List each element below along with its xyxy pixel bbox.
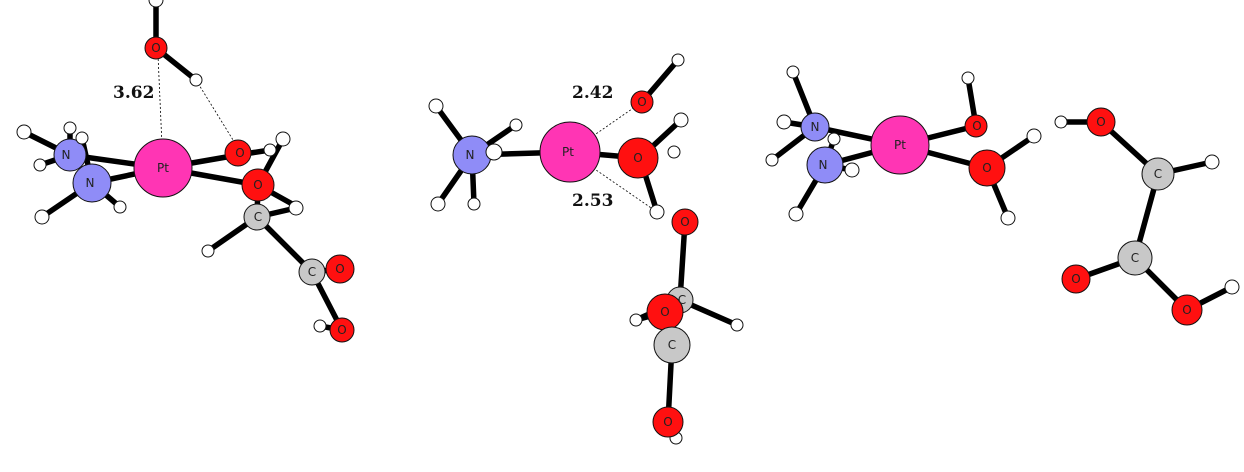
hydrogen-atom <box>1027 129 1041 143</box>
atom-label: O <box>633 151 643 165</box>
hydrogen-atom <box>314 320 326 332</box>
atom-label: O <box>1096 115 1106 129</box>
atom-label: O <box>660 305 670 319</box>
atom-label: O <box>337 323 347 337</box>
hydrogen-atom <box>1001 211 1015 225</box>
hydrogen-atom <box>962 72 974 84</box>
atom-label: N <box>85 176 95 190</box>
atom-label: O <box>1182 303 1192 317</box>
atom-label: C <box>1153 167 1163 181</box>
structure-2 <box>429 54 743 444</box>
hydrogen-atom <box>429 99 443 113</box>
hydrogen-atom <box>431 197 445 211</box>
hydrogen-atom <box>668 146 680 158</box>
hydrogen-atom <box>650 205 664 219</box>
hydrogen-atom <box>674 113 688 127</box>
atom-label: O <box>335 262 345 276</box>
hydrogen-atom <box>828 133 840 145</box>
distance-label: 3.62 <box>113 83 155 103</box>
atom-label: C <box>253 210 263 224</box>
atom-label: O <box>1071 272 1081 286</box>
hydrogen-atom <box>486 144 502 160</box>
atom-label: C <box>307 265 317 279</box>
distance-label: 2.42 <box>572 83 614 103</box>
structure-1 <box>17 0 354 342</box>
h-o-contact-line <box>196 80 238 148</box>
structure-3 <box>766 66 1239 325</box>
hydrogen-atom <box>76 132 88 144</box>
distance-label: 2.53 <box>572 191 614 211</box>
hydrogen-atom <box>777 115 791 129</box>
hydrogen-atom <box>1225 280 1239 294</box>
atom-label: C <box>667 338 677 352</box>
hydrogen-atom <box>731 319 743 331</box>
hydrogen-atom <box>114 201 126 213</box>
atom-label: N <box>810 120 820 134</box>
hydrogen-atom <box>264 144 276 156</box>
hydrogen-atom <box>1055 116 1067 128</box>
hydrogen-atom <box>149 0 163 7</box>
hydrogen-atom <box>190 74 202 86</box>
atom-label: Pt <box>157 161 169 175</box>
atom-label: C <box>677 293 687 307</box>
atom-label: O <box>253 178 263 192</box>
hydrogen-atom <box>510 119 522 131</box>
atom-label: O <box>637 95 647 109</box>
hydrogen-atom <box>845 163 859 177</box>
hydrogen-atom <box>202 245 214 257</box>
hydrogen-atom <box>17 125 31 139</box>
hydrogen-atom <box>64 122 76 134</box>
hydrogen-atom <box>468 198 480 210</box>
hydrogen-atom <box>1205 155 1219 169</box>
hydrogen-atom <box>630 314 642 326</box>
hydrogen-atom <box>766 154 778 166</box>
hydrogen-atom <box>787 66 799 78</box>
hydrogen-atom <box>34 159 46 171</box>
hydrogen-atom <box>672 54 684 66</box>
atom-label: Pt <box>894 138 906 152</box>
hydrogen-atom <box>289 201 303 215</box>
hydrogen-atom <box>789 207 803 221</box>
atom-label: N <box>465 148 475 162</box>
atom-label: N <box>818 158 828 172</box>
atom-label: O <box>151 41 161 55</box>
atom-label: O <box>972 119 982 133</box>
atom-label: Pt <box>562 145 574 159</box>
hydrogen-atom <box>276 132 290 146</box>
atom-label: O <box>663 415 673 429</box>
atom-label: O <box>680 215 690 229</box>
atom-label: C <box>1130 251 1140 265</box>
atom-label: O <box>982 161 992 175</box>
hydrogen-atom <box>35 210 49 224</box>
atom-label: N <box>61 148 71 162</box>
atom-label: O <box>235 146 245 160</box>
